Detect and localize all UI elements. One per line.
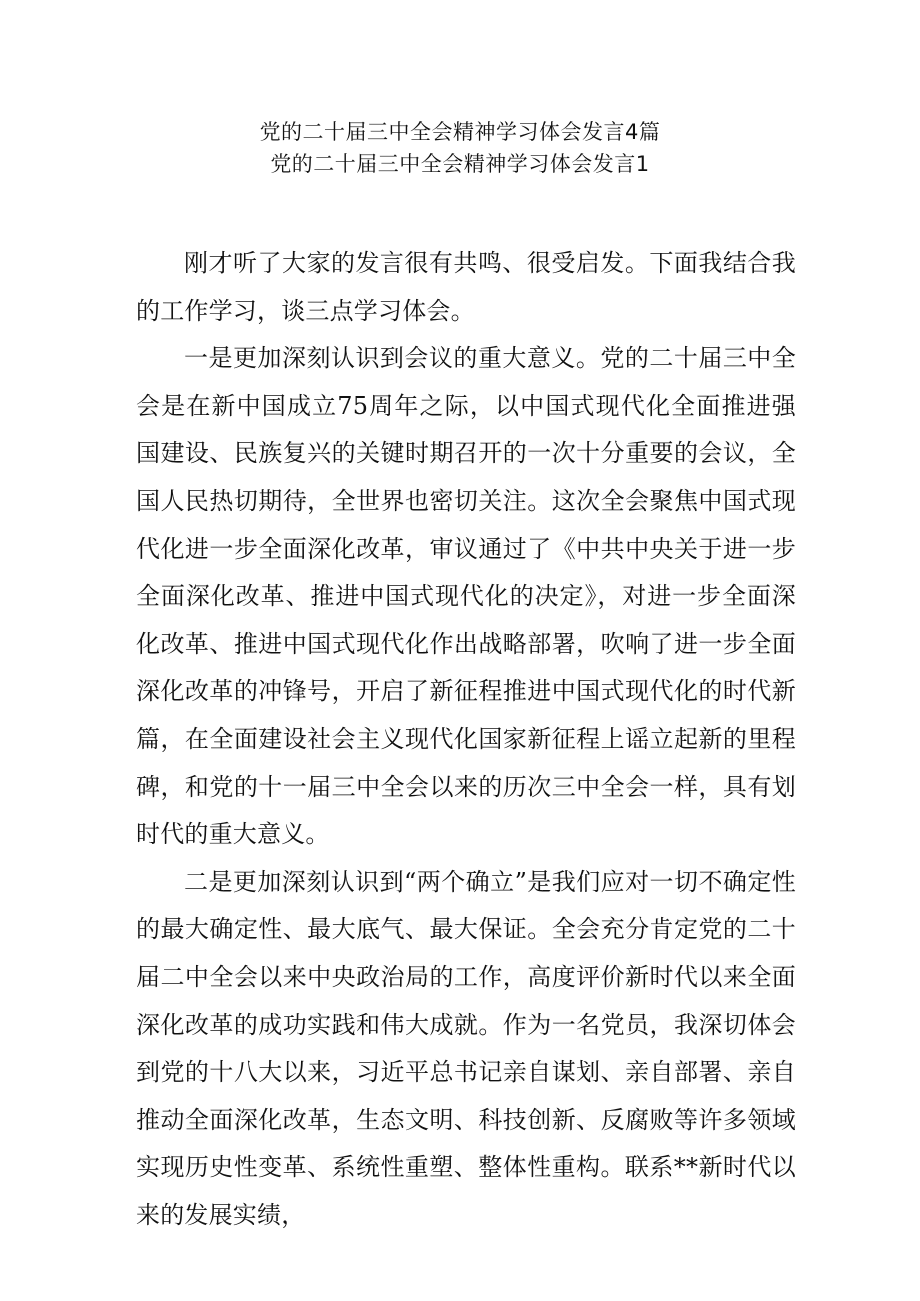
document-title: 党的二十届三中全会精神学习体会发言4篇 (259, 120, 661, 144)
paragraph-point-one: 一是更加深刻认识到会议的重大意义。党的二十届三中全会是在新中国成立75周年之际，以中国式现代化全面推进强国建设、民族复兴的关键时期召开的一次十分重要的会议，全国人民热切期待，全世界也密切关注。这次全会聚焦中国式现代化进一步全面深化改革，审议通过了《中共中央关于进一步全面深化改革、推进中国式现代化的决定》，对进一步全面深化改革、推进中国式现代化作出战略部署，吹响了进一步全面深化改革的冲锋号，开启了新征程推进中国式现代化的时代新篇，在全面建设社会主义现代化国家新征程上谣立起新的里程碑，和党的十一届三中全会以来的历次三中全会一样，具有划时代的重大意义。 (136, 344, 796, 849)
paragraph-intro: 刚才听了大家的发言很有共鸣、很受启发。下面我结合我的工作学习，谈三点学习体会。 (136, 249, 796, 325)
document-subtitle: 党的二十届三中全会精神学习体会发言1 (270, 152, 650, 176)
paragraph-point-two: 二是更加深刻认识到“两个确立”是我们应对一切不确定性的最大确定性、最大底气、最大保证。全会充分肯定党的二十届二中全会以来中央政治局的工作，高度评价新时代以来全面深化改革的成功实践和伟大成就。作为一名党员，我深切体会到党的十八大以来，习近平总书记亲自谋划、亲自部署、亲自推动全面深化改革，生态文明、科技创新、反腐败等许多领域实现历史性变革、系统性重塑、整体性重构。联系**新时代以来的发展实绩， (136, 867, 796, 1229)
title-block (0, 116, 920, 180)
body-text (136, 240, 796, 1239)
